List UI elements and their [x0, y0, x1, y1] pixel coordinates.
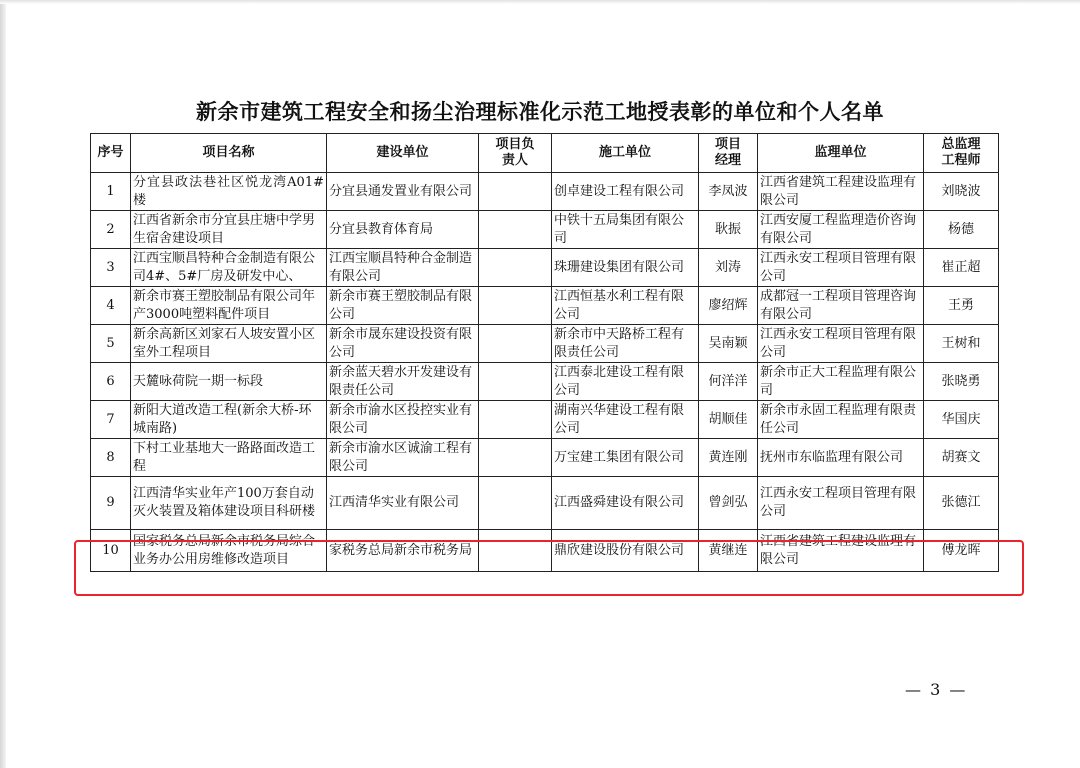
cell-project-manager: 刘涛	[699, 249, 758, 287]
cell-builder	[327, 401, 479, 439]
supervisor-text: 江西省建筑工程建设监理有限公司	[760, 533, 917, 567]
contractor-text: 江西恒基水利工程有限公司	[554, 288, 685, 322]
cell-seq: 6	[91, 363, 131, 401]
contractor-text: 江西泰北建设工程有限公司	[554, 364, 685, 398]
cell-chief-engineer: 张德江	[924, 477, 999, 530]
cell-contractor	[552, 363, 699, 401]
header-project-lead-label: 项目负责人	[495, 137, 535, 168]
cell-seq: 5	[91, 325, 131, 363]
table-row	[91, 249, 999, 287]
cell-project-lead	[479, 287, 552, 325]
cell-builder	[327, 363, 479, 401]
cell-project-manager: 耿振	[699, 211, 758, 249]
builder-text: 分宜县通发置业有限公司	[329, 183, 473, 199]
header-seq: 序号	[91, 134, 131, 173]
cell-project-manager: 廖绍辉	[699, 287, 758, 325]
cell-seq: 3	[91, 249, 131, 287]
cell-project-lead	[479, 401, 552, 439]
contractor-text: 鼎欣建设股份有限公司	[554, 542, 685, 558]
header-project-lead	[479, 134, 552, 173]
cell-supervisor	[758, 439, 924, 477]
cell-project-name	[131, 173, 327, 211]
cell-chief-engineer: 傅龙晖	[924, 530, 999, 572]
cell-contractor	[552, 211, 699, 249]
builder-text: 江西清华实业有限公司	[329, 495, 460, 510]
cell-project-lead	[479, 477, 552, 530]
cell-project-name	[131, 287, 327, 325]
cell-chief-engineer: 胡赛文	[924, 439, 999, 477]
cell-project-manager: 何洋洋	[699, 363, 758, 401]
cell-project-name	[131, 401, 327, 439]
project-name-text: 新余高新区刘家石人坡安置小区室外工程项目	[133, 326, 316, 360]
cell-project-lead	[479, 363, 552, 401]
cell-supervisor	[758, 287, 924, 325]
cell-project-name	[131, 477, 327, 530]
supervisor-text: 抚州市东临监理有限公司	[760, 449, 904, 465]
builder-text: 新余市赛王塑胶制品有限公司	[329, 288, 473, 322]
cell-builder	[327, 325, 479, 363]
supervisor-text: 江西永安工程项目管理有限公司	[760, 250, 917, 284]
supervisor-text: 新余市永固工程监理有限责任公司	[760, 402, 917, 436]
project-name-text: 天麓咏荷院一期一标段	[133, 373, 264, 389]
cell-project-manager: 黄继连	[699, 530, 758, 572]
table-row	[91, 173, 999, 211]
cell-contractor	[552, 477, 699, 530]
builder-text: 新余市晟东建设投资有限公司	[329, 326, 473, 360]
cell-project-manager: 胡顺佳	[699, 401, 758, 439]
cell-seq: 4	[91, 287, 131, 325]
contractor-text: 湖南兴华建设工程有限公司	[554, 402, 685, 436]
red-highlight-box	[74, 540, 1024, 596]
builder-text: 新余市渝水区诚渝工程有限公司	[329, 440, 473, 474]
cell-builder	[327, 287, 479, 325]
cell-chief-engineer: 张晓勇	[924, 363, 999, 401]
cell-project-lead	[479, 249, 552, 287]
cell-project-name	[131, 325, 327, 363]
cell-project-lead	[479, 211, 552, 249]
cell-builder	[327, 249, 479, 287]
header-project-manager	[699, 134, 758, 173]
cell-project-manager: 吴南颖	[699, 325, 758, 363]
awardee-table	[90, 133, 999, 572]
cell-seq: 9	[91, 477, 131, 530]
project-name-text: 分宜县政法巷社区悦龙湾A01#楼	[133, 174, 324, 208]
table-row	[91, 211, 999, 249]
cell-seq: 7	[91, 401, 131, 439]
contractor-text: 中铁十五局集团有限公司	[554, 212, 685, 246]
cell-chief-engineer: 杨德	[924, 211, 999, 249]
supervisor-text: 新余市正大工程监理有限公司	[760, 364, 917, 398]
supervisor-text: 江西安厦工程监理造价咨询有限公司	[760, 212, 917, 246]
cell-builder	[327, 477, 479, 530]
project-name-text: 下村工业基地大一路路面改造工程	[133, 440, 316, 474]
cell-builder	[327, 173, 479, 211]
cell-project-manager: 黄连刚	[699, 439, 758, 477]
cell-seq: 8	[91, 439, 131, 477]
project-name-text: 江西省新余市分宜县庄塘中学男生宿舍建设项目	[133, 212, 316, 246]
header-chief-engineer-label: 总监理工程师	[941, 137, 981, 168]
cell-project-lead	[479, 439, 552, 477]
cell-supervisor	[758, 401, 924, 439]
builder-text: 分宜县教育体育局	[329, 221, 434, 237]
cell-contractor	[552, 325, 699, 363]
cell-seq: 1	[91, 173, 131, 211]
cell-contractor	[552, 173, 699, 211]
contractor-text: 珠珊建设集团有限公司	[554, 259, 685, 275]
table-row	[91, 325, 999, 363]
supervisor-text: 江西省建筑工程建设监理有限公司	[760, 174, 917, 208]
contractor-text: 万宝建工集团有限公司	[554, 449, 685, 465]
project-name-text: 新阳大道改造工程(新余大桥-环城南路)	[133, 402, 312, 436]
cell-supervisor	[758, 211, 924, 249]
cell-supervisor	[758, 325, 924, 363]
header-builder: 建设单位	[327, 134, 479, 173]
cell-builder	[327, 211, 479, 249]
table-row	[91, 363, 999, 401]
header-contractor: 施工单位	[552, 134, 699, 173]
builder-text: 家税务总局新余市税务局	[329, 542, 473, 558]
cell-contractor	[552, 401, 699, 439]
table-row	[91, 477, 999, 530]
header-supervisor: 监理单位	[758, 134, 924, 173]
cell-contractor	[552, 287, 699, 325]
header-project-name: 项目名称	[131, 134, 327, 173]
page-shadow-top	[0, 0, 1080, 4]
cell-project-name	[131, 211, 327, 249]
contractor-text: 江西盛舜建设有限公司	[554, 495, 685, 510]
cell-supervisor	[758, 249, 924, 287]
project-name-text: 江西清华实业年产100万套自动灭火装置及箱体建设项目科研楼	[133, 486, 316, 519]
cell-chief-engineer: 崔正超	[924, 249, 999, 287]
page-number: — 3 —	[905, 680, 968, 699]
cell-project-name	[131, 249, 327, 287]
cell-project-lead	[479, 325, 552, 363]
contractor-text: 创卓建设工程有限公司	[554, 183, 685, 199]
supervisor-text: 江西永安工程项目管理有限公司	[760, 326, 917, 360]
cell-contractor	[552, 439, 699, 477]
supervisor-text: 江西永安工程项目管理有限公司	[760, 486, 917, 519]
cell-chief-engineer: 刘晓波	[924, 173, 999, 211]
table-body	[91, 173, 999, 572]
table-row	[91, 439, 999, 477]
project-name-text: 国家税务总局新余市税务局综合业务办公用房维修改造项目	[133, 533, 316, 567]
cell-project-lead	[479, 173, 552, 211]
header-project-manager-label: 项目经理	[714, 137, 741, 168]
builder-text: 新余蓝天碧水开发建设有限责任公司	[329, 364, 473, 398]
document-title: 新余市建筑工程安全和扬尘治理标准化示范工地授表彰的单位和个人名单	[196, 100, 884, 124]
cell-contractor	[552, 249, 699, 287]
header-row	[91, 134, 999, 173]
project-name-text: 新余市赛王塑胶制品有限公司年产3000吨塑料配件项目	[133, 288, 316, 322]
header-chief-engineer	[924, 134, 999, 173]
table-row	[91, 401, 999, 439]
table-row	[91, 287, 999, 325]
cell-project-manager: 李凤波	[699, 173, 758, 211]
contractor-text: 新余市中天路桥工程有限责任公司	[554, 326, 685, 360]
builder-text: 新余市渝水区投控实业有限公司	[329, 402, 473, 436]
cell-chief-engineer: 华国庆	[924, 401, 999, 439]
cell-project-manager: 曾剑弘	[699, 477, 758, 530]
builder-text: 江西宝顺昌特种合金制造有限公司	[329, 250, 473, 284]
cell-chief-engineer: 王勇	[924, 287, 999, 325]
cell-supervisor	[758, 173, 924, 211]
cell-supervisor	[758, 363, 924, 401]
cell-supervisor	[758, 477, 924, 530]
cell-builder	[327, 439, 479, 477]
project-name-text: 江西宝顺昌特种合金制造有限公司4#、5#厂房及研发中心、	[133, 250, 316, 284]
table-header	[91, 134, 999, 173]
cell-seq: 2	[91, 211, 131, 249]
cell-chief-engineer: 王树和	[924, 325, 999, 363]
cell-project-name	[131, 363, 327, 401]
supervisor-text: 成都冠一工程项目管理咨询有限公司	[760, 288, 917, 322]
cell-project-name	[131, 439, 327, 477]
cell-seq: 10	[91, 530, 131, 572]
